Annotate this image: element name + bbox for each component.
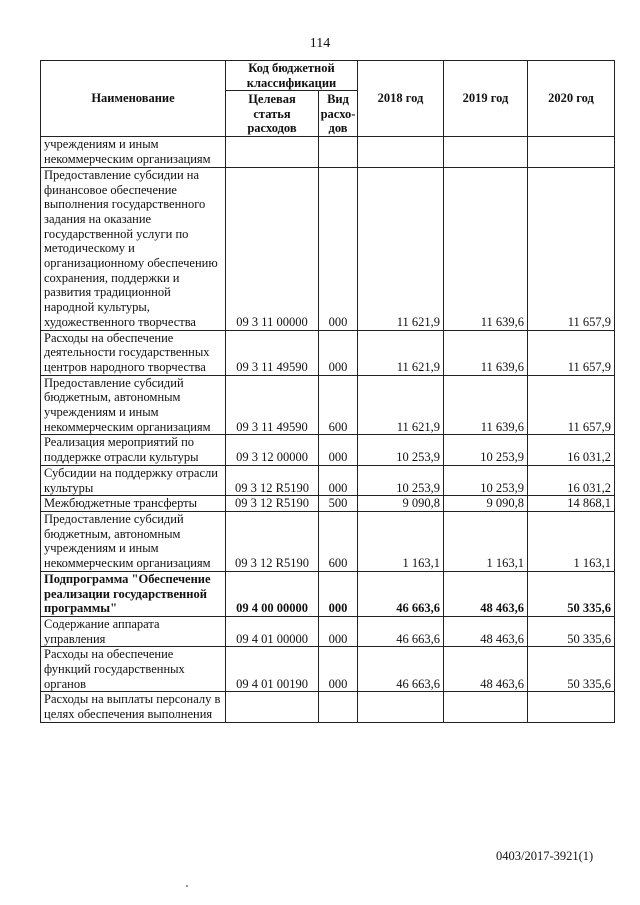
row-kind: 000: [319, 330, 358, 375]
row-code: 09 4 01 00190: [226, 647, 319, 692]
row-kind: 000: [319, 571, 358, 616]
row-2020: 16 031,2: [528, 465, 615, 495]
row-2020: 50 335,6: [528, 616, 615, 646]
page-number: 114: [309, 36, 331, 51]
row-2020: 11 657,9: [528, 375, 615, 435]
row-code: 09 4 00 00000: [226, 571, 319, 616]
table-row: [41, 167, 615, 330]
row-code: [226, 692, 319, 722]
row-code: [226, 137, 319, 167]
row-name: Расходы на выплаты персоналу в целях обеспечения выполнения: [41, 692, 226, 722]
row-2019: 48 463,6: [444, 647, 528, 692]
table-row: [41, 616, 615, 646]
row-2019: 11 639,6: [444, 167, 528, 330]
footer-document-code: 0403/2017-3921(1): [496, 849, 594, 863]
row-kind: 000: [319, 435, 358, 465]
row-name: Содержание аппарата управления: [41, 616, 226, 646]
row-kind: 600: [319, 375, 358, 435]
table-row: [41, 496, 615, 512]
row-code: 09 4 01 00000: [226, 616, 319, 646]
row-kind: [319, 137, 358, 167]
row-2020: 14 868,1: [528, 496, 615, 512]
row-2018: 46 663,6: [358, 571, 444, 616]
row-2020: 50 335,6: [528, 647, 615, 692]
row-code: 09 3 11 49590: [226, 330, 319, 375]
row-2019: 9 090,8: [444, 496, 528, 512]
header-2020: 2020 год: [528, 61, 615, 137]
row-2018: 11 621,9: [358, 330, 444, 375]
row-kind: 000: [319, 167, 358, 330]
row-name: Межбюджетные трансферты: [41, 496, 226, 512]
row-2019: [444, 692, 528, 722]
row-kind: 000: [319, 616, 358, 646]
row-2019: 11 639,6: [444, 375, 528, 435]
row-2019: 48 463,6: [444, 616, 528, 646]
row-2018: 1 163,1: [358, 511, 444, 571]
row-name: Предоставление субсидии на финансовое обеспечение выполнения государственного задания на оказание государственной услуги по методическому и организационному обеспечению сохранения, поддержки и развития традиционной народной культуры, художественного творчества: [41, 167, 226, 330]
row-2018: 9 090,8: [358, 496, 444, 512]
row-code: 09 3 12 R5190: [226, 511, 319, 571]
row-name: Реализация мероприятий по поддержке отрасли культуры: [41, 435, 226, 465]
row-2018: [358, 692, 444, 722]
row-2018: 11 621,9: [358, 375, 444, 435]
row-2019: 10 253,9: [444, 465, 528, 495]
row-2019: [444, 137, 528, 167]
row-2020: 11 657,9: [528, 330, 615, 375]
header-2018: 2018 год: [358, 61, 444, 137]
row-code: 09 3 12 00000: [226, 435, 319, 465]
row-2019: 48 463,6: [444, 571, 528, 616]
header-budget-code: Код бюджетной классификации: [226, 61, 358, 91]
row-2020: 11 657,9: [528, 167, 615, 330]
header-name: Наименование: [41, 61, 226, 137]
row-2018: 46 663,6: [358, 647, 444, 692]
row-name: Расходы на обеспечение деятельности государственных центров народного творчества: [41, 330, 226, 375]
row-code: 09 3 12 R5190: [226, 465, 319, 495]
row-2020: [528, 692, 615, 722]
row-2019: 1 163,1: [444, 511, 528, 571]
header-target-article: Целевая статья расходов: [226, 91, 319, 137]
table-row: [41, 647, 615, 692]
row-2020: 16 031,2: [528, 435, 615, 465]
row-name: Предоставление субсидий бюджетным, автономным учреждениям и иным некоммерческим организациям: [41, 511, 226, 571]
row-code: 09 3 11 00000: [226, 167, 319, 330]
row-name: учреждениям и иным некоммерческим организациям: [41, 137, 226, 167]
row-kind: 500: [319, 496, 358, 512]
row-2018: 11 621,9: [358, 167, 444, 330]
row-kind: [319, 692, 358, 722]
row-code: 09 3 11 49590: [226, 375, 319, 435]
table-row: [41, 375, 615, 435]
row-name: Подпрограмма "Обеспечение реализации государственной программы": [41, 571, 226, 616]
table-row: [41, 465, 615, 495]
header-2019: 2019 год: [444, 61, 528, 137]
table-row: [41, 330, 615, 375]
table-row: [41, 511, 615, 571]
row-name: Субсидии на поддержку отрасли культуры: [41, 465, 226, 495]
row-kind: 600: [319, 511, 358, 571]
row-2018: 10 253,9: [358, 465, 444, 495]
table-row: [41, 692, 615, 722]
row-kind: 000: [319, 465, 358, 495]
row-2020: 1 163,1: [528, 511, 615, 571]
row-2019: 11 639,6: [444, 330, 528, 375]
header-expense-type: Вид расхо-дов: [319, 91, 358, 137]
budget-table: [40, 60, 615, 723]
row-name: Расходы на обеспечение функций государственных органов: [41, 647, 226, 692]
row-2018: 10 253,9: [358, 435, 444, 465]
row-2018: 46 663,6: [358, 616, 444, 646]
row-code: 09 3 12 R5190: [226, 496, 319, 512]
table-body: [41, 137, 615, 722]
row-name: Предоставление субсидий бюджетным, автономным учреждениям и иным некоммерческим организациям: [41, 375, 226, 435]
table-row: [41, 571, 615, 616]
scan-artifact: [186, 885, 188, 887]
row-2020: [528, 137, 615, 167]
table-row: [41, 137, 615, 167]
table-row: [41, 435, 615, 465]
row-2020: 50 335,6: [528, 571, 615, 616]
row-2018: [358, 137, 444, 167]
row-2019: 10 253,9: [444, 435, 528, 465]
row-kind: 000: [319, 647, 358, 692]
